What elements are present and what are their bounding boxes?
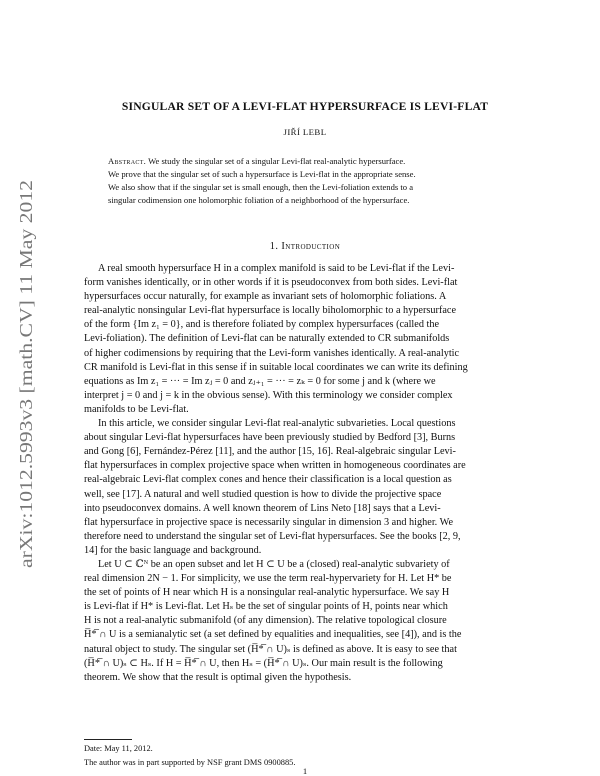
body-line: (H̅*̅ ∩ U)ₛ ⊂ Hₛ. If H = H̅*̅ ∩ U, then Hₛ = (H̅*̅ ∩ U)ₛ. Our main result is the following xyxy=(84,657,443,669)
abstract xyxy=(108,155,502,207)
body-line: manifolds to be Levi-flat. xyxy=(84,403,189,415)
body-line: flat hypersurfaces in complex projective space when written in homogeneous coordinates are xyxy=(84,460,466,472)
paper-author: JIŘÍ LEBL xyxy=(283,127,327,137)
abstract-line: singular codimension one holomorphic foliation of a neighborhood of the hypersurface. xyxy=(108,195,410,205)
body-line: In this article, we consider singular Levi-flat real-analytic subvarieties. Local questions xyxy=(98,418,456,430)
body-line: into pseudoconvex domains. A well known theorem of Lins Neto [18] says that a Levi- xyxy=(84,502,441,514)
body-line: about singular Levi-flat hypersurfaces have been previously studied by Bedford [3], Burns xyxy=(84,432,456,444)
body-text xyxy=(84,262,526,685)
section-heading: 1. Introduction xyxy=(269,241,341,252)
body-line: flat hypersurface in projective space is necessarily singular in dimension 3 and higher. We xyxy=(84,516,454,528)
body-line: A real smooth hypersurface H in a complex manifold is said to be Levi-flat if the Levi- xyxy=(98,263,455,274)
body-line: of the form {Im z₁ = 0}, and is therefore foliated by complex hypersurfaces (called the xyxy=(84,319,440,331)
abstract-line: Abstract. We study the singular set of a singular Levi-flat real-analytic hypersurface. xyxy=(108,156,406,166)
body-line: natural object to study. The singular set (H̅*̅ ∩ U)ₛ is defined as above. It is easy to see that xyxy=(84,643,457,655)
body-line: Levi-foliation). The definition of Levi-flat can be naturally extended to CR submanifolds xyxy=(84,333,450,345)
arxiv-stamp xyxy=(4,178,44,568)
body-line: hypersurfaces occur naturally, for example as invariant sets of holomorphic foliations. A xyxy=(84,291,447,303)
body-line: form vanishes identically, or in other words if it is pseudoconvex from both sides. Levi-flat xyxy=(84,277,458,289)
body-line: equations as Im z₁ = ··· = Im zⱼ = 0 and zⱼ₊₁ = ··· = zₖ = 0 for some j and k (where we xyxy=(84,375,436,387)
footnotes xyxy=(84,742,526,769)
footnote-grant: The author was in part supported by NSF grant DMS 0900885. xyxy=(84,757,296,767)
body-line: real-analytic nonsingular Levi-flat hypersurface is locally biholomorphic to a hypersurface xyxy=(84,305,456,317)
page-number: 1 xyxy=(302,766,308,776)
body-line: therefore need to understand the singular set of Levi-flat hypersurfaces. See the books [2, 9, xyxy=(84,530,461,542)
footnote-date: Date: May 11, 2012. xyxy=(84,744,153,753)
abstract-label: Abstract. xyxy=(108,156,147,166)
body-line: and Gong [6], Fernández-Pérez [11], and the author [15, 16]. Real-algebraic singular Levi- xyxy=(84,446,456,458)
body-line: Let U ⊂ ℂᴺ be an open subset and let H ⊂ U be a (closed) real-analytic subvariety of xyxy=(98,558,450,570)
footnote-rule xyxy=(84,739,132,740)
body-line: of higher codimensions by requiring that the Levi-form vanishes identically. A real-analytic xyxy=(84,347,460,359)
body-line: theorem. We show that the result is optimal given the hypothesis. xyxy=(84,671,352,683)
abstract-line: We prove that the singular set of such a hypersurface is Levi-flat in the appropriate sense. xyxy=(108,169,416,179)
body-line: the set of points of H near which H is a nonsingular real-analytic hypersurface. We say H xyxy=(84,587,450,599)
body-line: interpret j = 0 and j = k in the obvious sense). With this terminology we consider complex xyxy=(84,389,453,401)
arxiv-stamp-text: arXiv:1012.5993v3 [math.CV] 11 May 2012 xyxy=(16,254,36,568)
body-line: real-algebraic Levi-flat complex cones and hence their classification is a local question as xyxy=(84,474,452,486)
paper-title: SINGULAR SET OF A LEVI-FLAT HYPERSURFACE IS LEVI-FLAT xyxy=(121,100,489,113)
body-line: real dimension 2N − 1. For simplicity, we use the term real-hypervariety for H. Let H* be xyxy=(84,573,452,585)
abstract-line: We also show that if the singular set is small enough, then the Levi-foliation extends to a xyxy=(108,182,414,192)
body-line: 14] for the basic language and background. xyxy=(84,544,262,556)
body-line: CR manifold is Levi-flat in this sense if in suitable local coordinates we can write its defining xyxy=(84,361,468,373)
body-line: is Levi-flat if H* is Levi-flat. Let Hₛ be the set of singular points of H, points near which xyxy=(84,601,448,613)
body-line: H̅*̅ ∩ U is a semianalytic set (a set defined by equalities and inequalities, see [4]), and is the xyxy=(84,629,462,641)
body-line: well, see [17]. A natural and well studied question is how to divide the projective space xyxy=(84,488,442,500)
body-line: H is not a real-analytic submanifold (of any dimension). The relative topological closure xyxy=(84,615,447,627)
